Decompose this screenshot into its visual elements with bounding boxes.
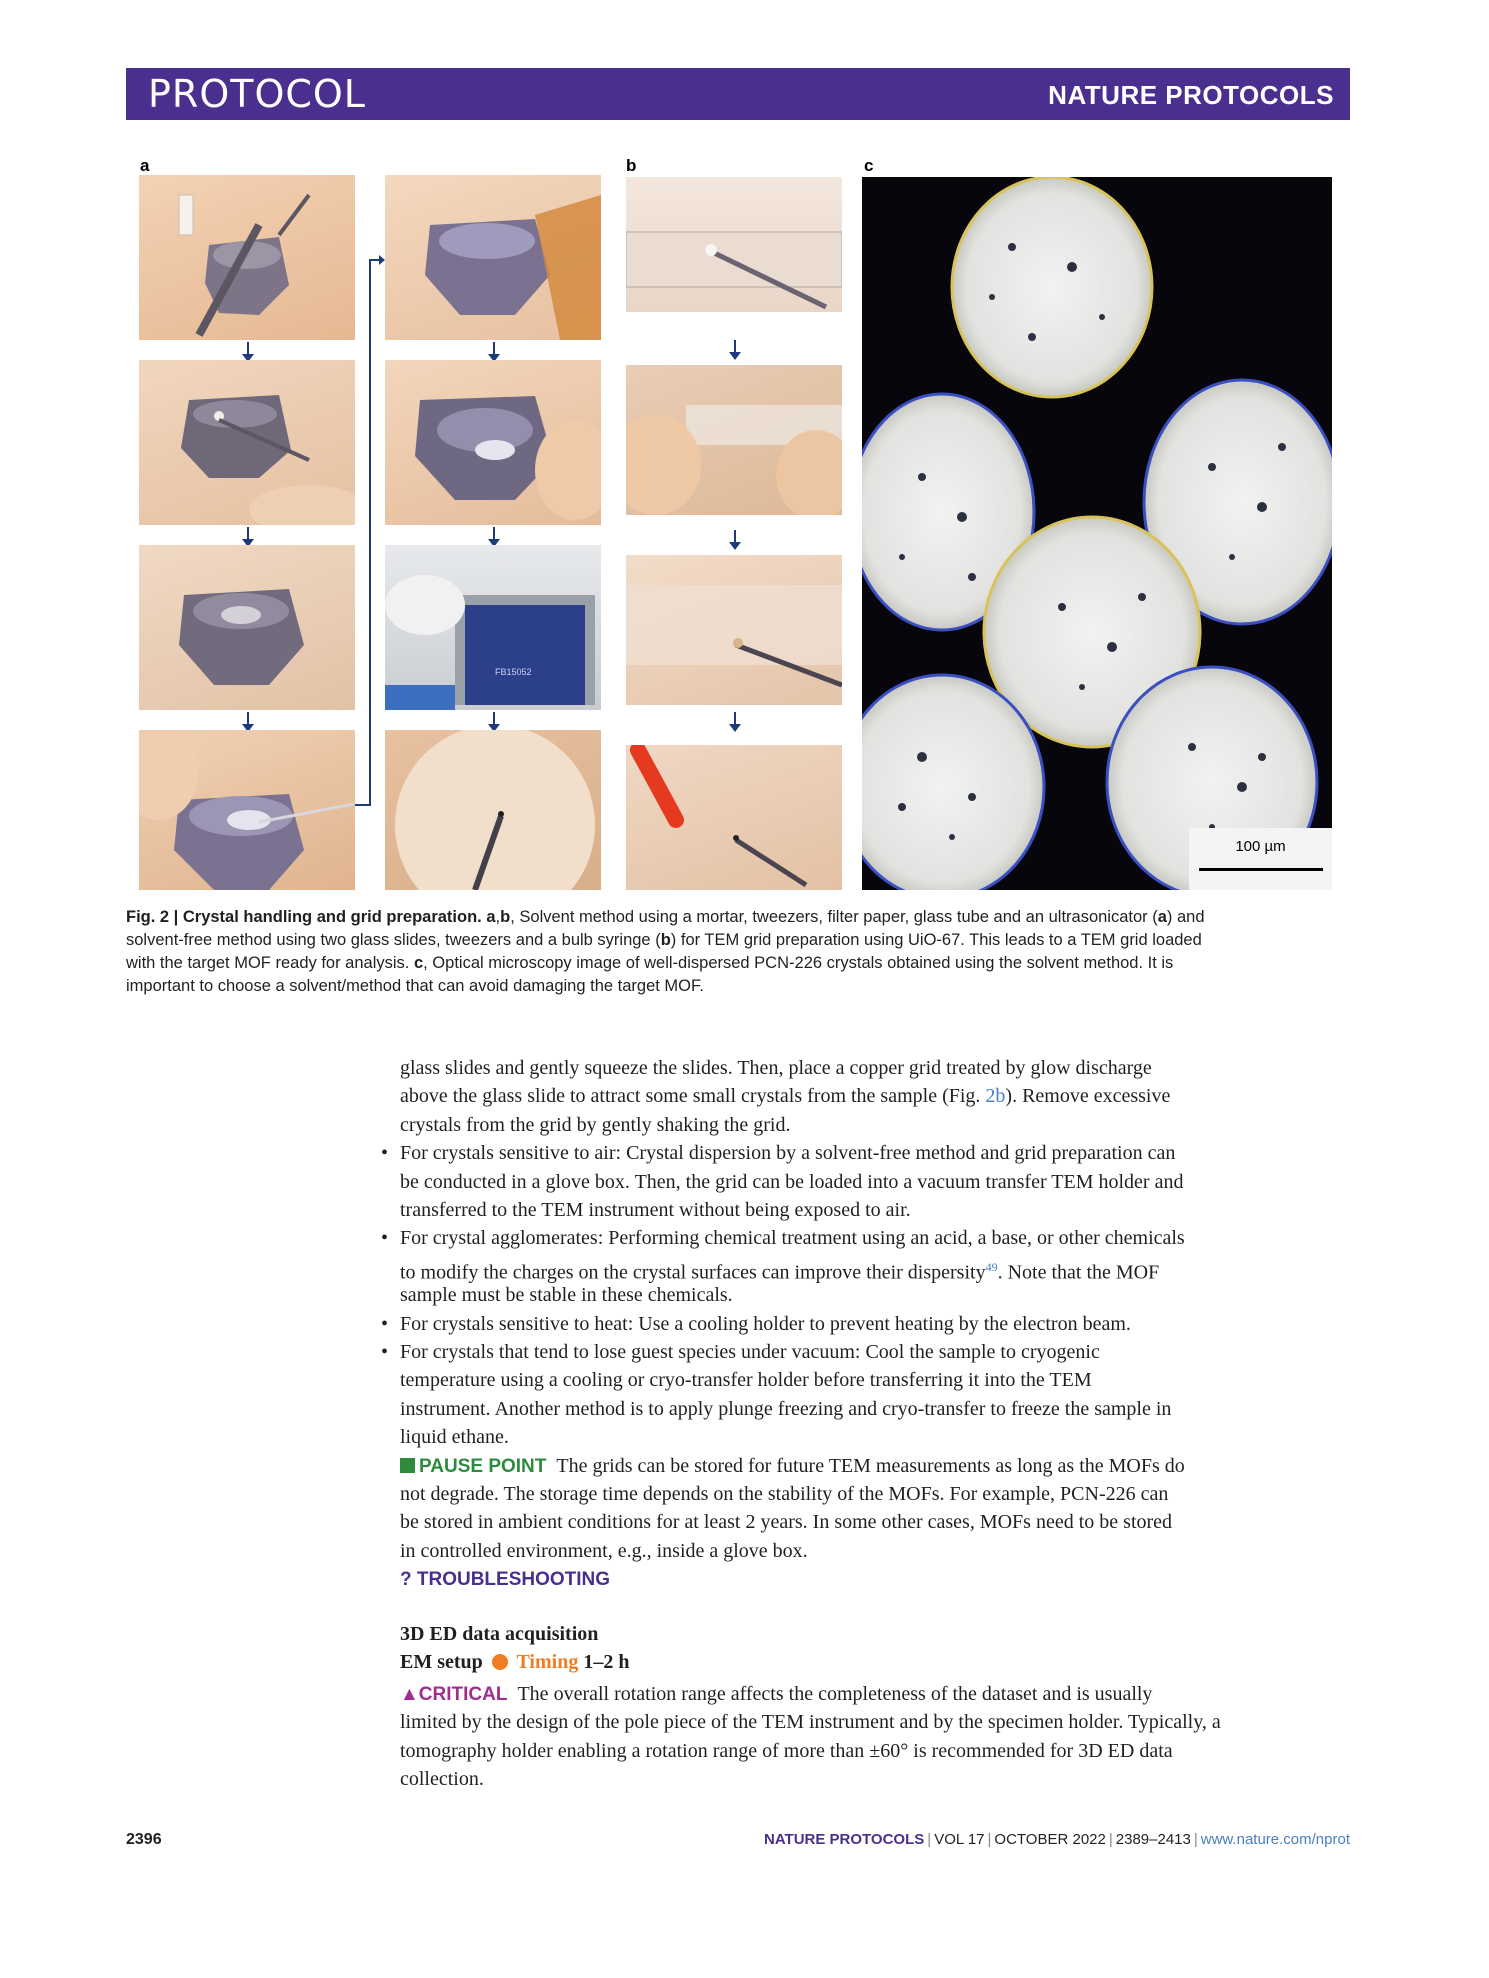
body-line: be conducted in a glove box. Then, the grid can be loaded into a vacuum transfer TEM holder and bbox=[400, 1171, 1184, 1193]
body-line: above the glass slide to attract some small crystals from the sample (Fig. 2b). Remove excessive bbox=[400, 1085, 1171, 1107]
optical-microscopy-image bbox=[862, 177, 1332, 890]
body-line: not degrade. The storage time depends on the stability of the MOFs. For example, PCN-226 can bbox=[400, 1483, 1169, 1505]
pause-square-icon bbox=[400, 1458, 415, 1473]
timing-icon bbox=[492, 1654, 508, 1670]
bullet-icon: • bbox=[381, 1227, 389, 1249]
figure-reference-link[interactable]: 2b bbox=[985, 1085, 1006, 1107]
timing-label: Timing bbox=[516, 1651, 579, 1673]
body-line: in controlled environment, e.g., inside a glove box. bbox=[400, 1540, 808, 1562]
footer-volume: VOL 17 bbox=[934, 1831, 985, 1848]
caption-text: ) for TEM grid preparation using UiO-67. This leads to a TEM grid loaded bbox=[670, 931, 1202, 949]
photo-a5-tube-pouring bbox=[385, 175, 601, 340]
troubleshooting-link[interactable]: ? TROUBLESHOOTING bbox=[400, 1569, 611, 1590]
page-number: 2396 bbox=[126, 1831, 162, 1848]
photo-b4-bulb-syringe bbox=[626, 745, 842, 890]
scale-bar-label: 100 µm bbox=[1235, 838, 1286, 855]
arrow-down-icon bbox=[486, 342, 502, 362]
ultrasonicator-illustration bbox=[385, 545, 601, 710]
bulb-syringe-illustration bbox=[626, 745, 842, 890]
arrow-down-icon bbox=[727, 340, 743, 360]
panel-label-c: c bbox=[864, 156, 874, 175]
grid-tweezers-illustration bbox=[626, 555, 842, 705]
photo-b1-glass-slide bbox=[626, 177, 842, 312]
pause-point-label: PAUSE POINT bbox=[419, 1456, 547, 1477]
critical-line: ▲CRITICAL The overall rotation range affects the completeness of the dataset and is usually bbox=[400, 1683, 1153, 1705]
journal-title: NATURE PROTOCOLS bbox=[1048, 80, 1334, 110]
caption-text: solvent-free method using two glass slides, tweezers and a bulb syringe ( bbox=[126, 931, 661, 949]
caption-ref-c: c bbox=[413, 954, 424, 972]
arrow-down-icon bbox=[240, 342, 256, 362]
footer-url-link[interactable]: www.nature.com/nprot bbox=[1200, 1831, 1350, 1848]
footer-pages: 2389–2413 bbox=[1115, 1831, 1191, 1848]
device-label: FB15052 bbox=[495, 667, 532, 677]
procedure-body bbox=[381, 1054, 1350, 1590]
critical-note bbox=[400, 1680, 1350, 1800]
mortar-illustration bbox=[139, 360, 355, 525]
caption-text: with the target MOF ready for analysis. bbox=[126, 954, 414, 972]
body-line: be stored in ambient conditions for at least 2 years. In some other cases, MOFs need to be stored bbox=[400, 1511, 1173, 1533]
photo-b2-squeeze-slides bbox=[626, 365, 842, 515]
crystal-grid-holes bbox=[862, 177, 1332, 890]
citation-link[interactable]: 49 bbox=[985, 1260, 998, 1274]
caption-text: important to choose a solvent/method that can avoid damaging the target MOF. bbox=[126, 977, 704, 995]
caption-ab-label2: b bbox=[500, 908, 511, 926]
mortar-illustration bbox=[385, 360, 601, 525]
body-line: glass slides and gently squeeze the slides. Then, place a copper grid treated by glow discharge bbox=[400, 1057, 1152, 1079]
journal-header-bar bbox=[126, 68, 1350, 120]
pause-point-line: PAUSE POINT The grids can be stored for future TEM measurements as long as the MOFs do bbox=[400, 1452, 1350, 1481]
scale-bar-box bbox=[1189, 828, 1332, 890]
glass-slide-illustration bbox=[626, 177, 842, 312]
body-line: instrument. Another method is to apply plunge freezing and cryo-transfer to freeze the sample in bbox=[400, 1398, 1172, 1420]
caption-ref-b: b bbox=[660, 931, 671, 949]
connector-arrow bbox=[355, 255, 385, 815]
photo-a7-ultrasonicator bbox=[385, 545, 601, 710]
caption-text: , Optical microscopy image of well-dispersed PCN-226 crystals obtained using the solvent method. It is bbox=[423, 954, 1174, 972]
caption-ab-label: a bbox=[486, 908, 496, 926]
bullet-item: • For crystals sensitive to heat: Use a cooling holder to prevent heating by the electron beam. bbox=[400, 1310, 1350, 1338]
section-label: PROTOCOL bbox=[148, 72, 366, 116]
bullet-icon: • bbox=[381, 1313, 389, 1335]
bullet-item: • For crystal agglomerates: Performing chemical treatment using an acid, a base, or other chemicals bbox=[400, 1224, 1350, 1252]
arrow-down-icon bbox=[486, 712, 502, 732]
arrow-down-icon bbox=[727, 712, 743, 732]
bullet-item: • For crystals sensitive to air: Crystal dispersion by a solvent-free method and grid preparation can bbox=[400, 1139, 1350, 1167]
body-line: limited by the design of the pole piece of the TEM instrument and by the specimen holder. Typically, a bbox=[400, 1711, 1221, 1733]
filter-paper-illustration bbox=[385, 730, 601, 890]
body-line: to modify the charges on the crystal surfaces can improve their dispersity$^{49}$. Note that the MOF bbox=[400, 1260, 1160, 1284]
body-line: crystals from the grid by gently shaking the grid. bbox=[400, 1114, 791, 1136]
timing-value: 1–2 h bbox=[583, 1651, 630, 1673]
footer-citation: NATURE PROTOCOLS | VOL 17 | OCTOBER 2022 | 2389–2413 | www.nature.com/nprot bbox=[763, 1831, 1350, 1848]
bullet-item: • For crystals that tend to lose guest species under vacuum: Cool the sample to cryogenic bbox=[400, 1338, 1350, 1366]
mortar-illustration bbox=[139, 175, 355, 340]
footer-date: OCTOBER 2022 bbox=[994, 1831, 1106, 1848]
body-line: transferred to the TEM instrument without being exposed to air. bbox=[400, 1199, 911, 1221]
photo-a6-mixing bbox=[385, 360, 601, 525]
arrow-down-icon bbox=[727, 530, 743, 550]
panel-label-a: a bbox=[140, 156, 150, 175]
footer-journal: NATURE PROTOCOLS bbox=[763, 1831, 925, 1848]
caption-text: , Solvent method using a mortar, tweezers, filter paper, glass tube and an ultrasonicator ( bbox=[510, 908, 1158, 926]
mortar-illustration bbox=[385, 175, 601, 340]
panel-label-b: b bbox=[626, 156, 637, 175]
hands-slides-illustration bbox=[626, 365, 842, 515]
caption-ref-a: a bbox=[1157, 908, 1167, 926]
body-line: liquid ethane. bbox=[400, 1426, 509, 1448]
caption-text: ) and bbox=[1166, 908, 1205, 926]
bullet-icon: • bbox=[381, 1341, 389, 1363]
mortar-illustration bbox=[139, 730, 355, 890]
photo-a4-solvent-added bbox=[139, 730, 355, 890]
body-line: temperature using a cooling or cryo-transfer holder before transferring it into the TEM bbox=[400, 1369, 1092, 1391]
photo-a3-grinding bbox=[139, 545, 355, 710]
critical-label: ▲CRITICAL bbox=[400, 1684, 508, 1705]
section-heading: 3D ED data acquisition bbox=[400, 1623, 599, 1645]
scale-bar-line bbox=[1199, 868, 1323, 871]
photo-a8-filter-paper bbox=[385, 730, 601, 890]
body-line: collection. bbox=[400, 1768, 484, 1790]
bullet-icon: • bbox=[381, 1142, 389, 1164]
subsection-heading: EM setup Timing 1–2 h bbox=[400, 1651, 630, 1673]
body-line: sample must be stable in these chemicals. bbox=[400, 1284, 733, 1306]
body-line: tomography holder enabling a rotation range of more than ±60° is recommended for 3D ED data bbox=[400, 1740, 1173, 1762]
arrow-down-icon bbox=[240, 527, 256, 547]
photo-a1-mortar-tools bbox=[139, 175, 355, 340]
photo-b3-grid-above-slide bbox=[626, 555, 842, 705]
mortar-illustration bbox=[139, 545, 355, 710]
arrow-down-icon bbox=[240, 712, 256, 732]
caption-sep: , bbox=[495, 908, 501, 926]
figure-caption bbox=[126, 906, 1350, 998]
arrow-down-icon bbox=[486, 527, 502, 547]
caption-fig-label: Fig. 2 | Crystal handling and grid preparation. bbox=[126, 908, 482, 926]
photo-a2-crystal-transfer bbox=[139, 360, 355, 525]
